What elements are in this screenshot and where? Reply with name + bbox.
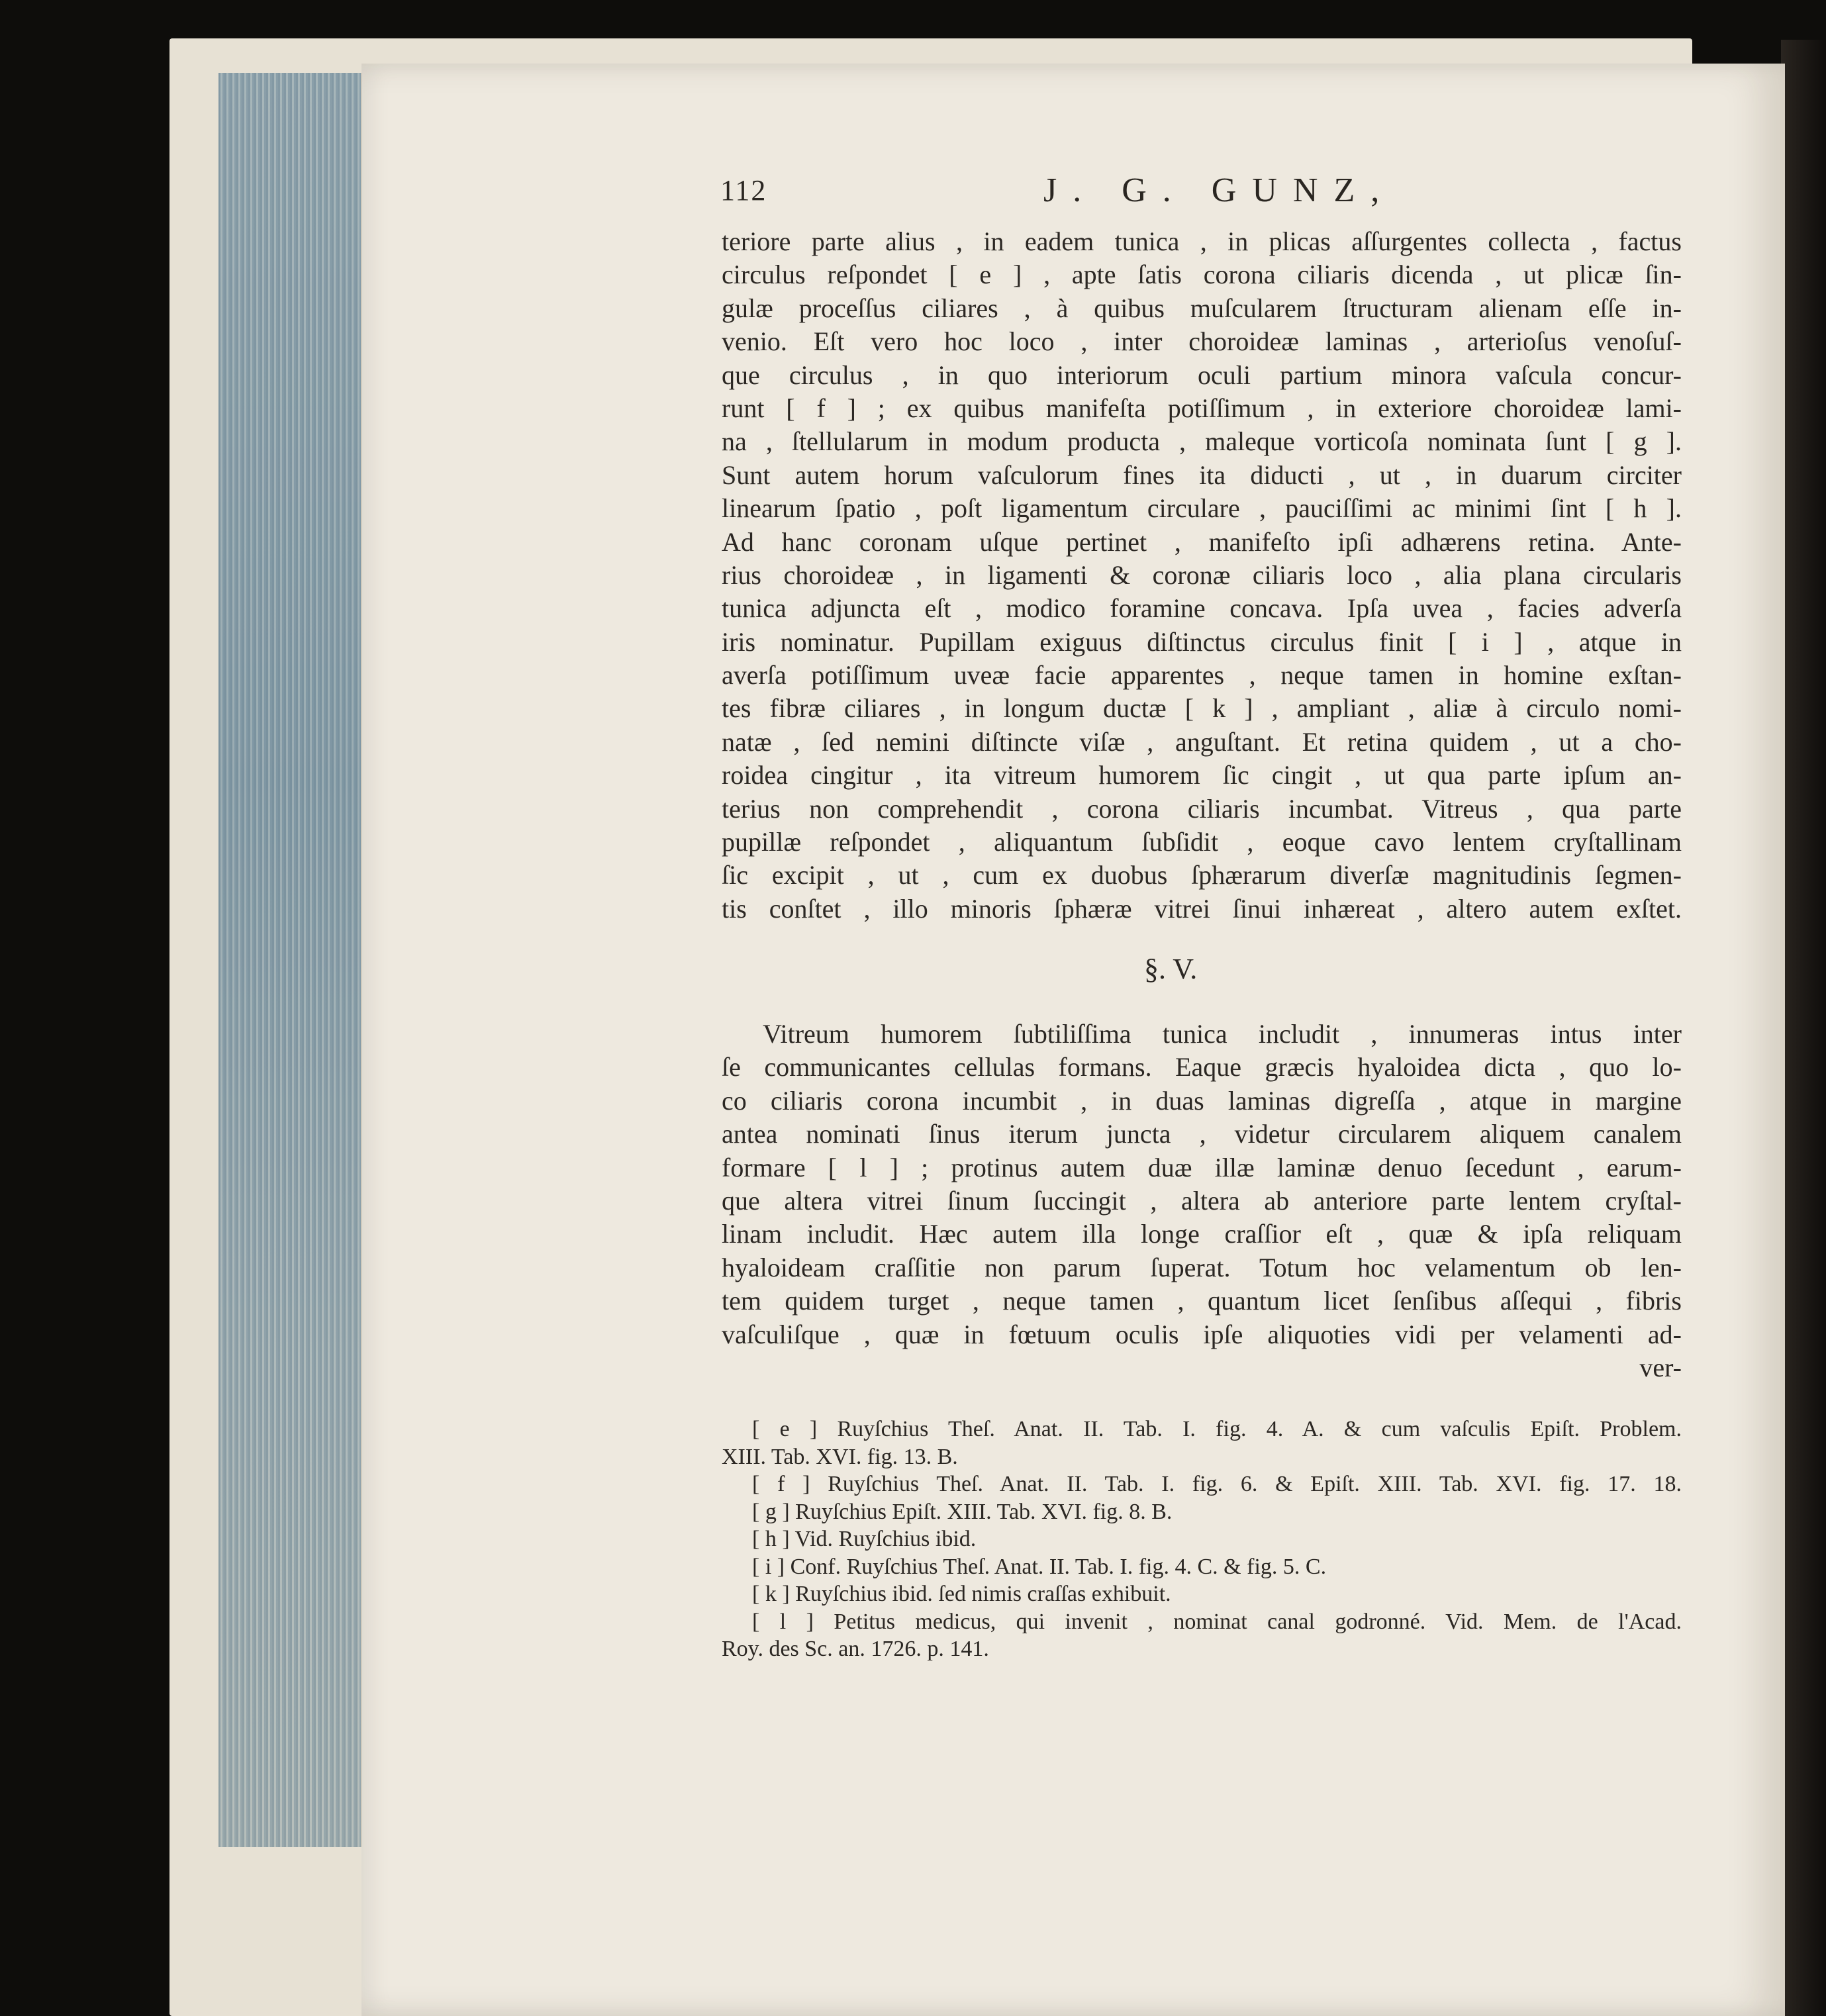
text-line: ſic excipit , ut , cum ex duobus ſphærarum diverſæ magnitudinis ſegmen- <box>722 860 1682 890</box>
text-line: hyaloideam craſſitie non parum ſuperat. Totum hoc velamentum ob len- <box>722 1252 1682 1282</box>
text-line: terius non comprehendit , corona ciliaris incumbat. Vitreus , qua parte <box>722 793 1682 824</box>
text-line: gulæ proceſſus ciliares , à quibus muſcularem ſtructuram alienam eſſe in- <box>722 293 1682 323</box>
page-number: 112 <box>720 174 767 207</box>
footnote-line: Roy. des Sc. an. 1726. p. 141. <box>722 1637 989 1661</box>
text-line: antea nominati ſinus iterum juncta , videtur circularem aliquem canalem <box>722 1119 1682 1149</box>
section-heading: §. V. <box>1144 953 1198 985</box>
text-line: na , ſtellularum in modum producta , maleque vorticoſa nominata ſunt [ g ]. <box>722 426 1682 457</box>
binding-shadow <box>1781 40 1826 2016</box>
text-line: pupillæ reſpondet , aliquantum ſubſidit , eoque cavo lentem cryſtallinam <box>722 827 1682 857</box>
footnotes <box>722 1416 1682 1663</box>
catchword: ver- <box>1639 1352 1682 1382</box>
text-line: linam includit. Hæc autem illa longe craſſior eſt , quæ & ipſa reliquam <box>722 1219 1682 1249</box>
paragraph-2 <box>722 1018 1682 1384</box>
footnote-line: [ f ] Ruyſchius Theſ. Anat. II. Tab. I. fig. 6. & Epiſt. XIII. Tab. XVI. fig. 17. 18. <box>752 1472 1682 1496</box>
footnote-line: [ e ] Ruyſchius Theſ. Anat. II. Tab. I. fig. 4. A. & cum vaſculis Epiſt. Problem. <box>752 1417 1682 1441</box>
text-line: que circulus , in quo interiorum oculi partium minora vaſcula concur- <box>722 360 1682 390</box>
text-line: tunica adjuncta eſt , modico foramine concava. Ipſa uvea , facies adverſa <box>722 593 1682 624</box>
text-line: linearum ſpatio , poſt ligamentum circulare , pauciſſimi ac minimi ſint [ h ]. <box>722 493 1682 524</box>
text-line: venio. Eſt vero hoc loco , inter choroideæ laminas , arterioſus venoſuſ- <box>722 326 1682 357</box>
text-line: iris nominatur. Pupillam exiguus diſtinctus circulus finit [ i ] , atque in <box>722 626 1682 657</box>
running-title: J. G. GUNZ, <box>1043 171 1396 209</box>
text-line: Sunt autem horum vaſculorum fines ita diducti , ut , in duarum circiter <box>722 459 1682 490</box>
text-line: tes fibræ ciliares , in longum ductæ [ k ] , ampliant , aliæ à circulo nomi- <box>722 693 1682 724</box>
footnote-line: [ i ] Conf. Ruyſchius Theſ. Anat. II. Tab. I. fig. 4. C. & fig. 5. C. <box>752 1554 1327 1579</box>
text-line: tem quidem turget , neque tamen , quantum licet ſenſibus aſſequi , fibris <box>722 1286 1682 1316</box>
footnote-line: [ h ] Vid. Ruyſchius ibid. <box>752 1527 977 1551</box>
text-line: circulus reſpondet [ e ] , apte ſatis corona ciliaris dicenda , ut plicæ ſin- <box>722 260 1682 290</box>
book-page-edges <box>218 73 363 1847</box>
footnote-line: XIII. Tab. XVI. fig. 13. B. <box>722 1444 958 1469</box>
footnote-line: [ g ] Ruyſchius Epiſt. XIII. Tab. XVI. fig. 8. B. <box>752 1499 1173 1524</box>
footnote-line: [ k ] Ruyſchius ibid. ſed nimis craſſas exhibuit. <box>752 1582 1171 1606</box>
text-line: natæ , ſed nemini diſtincte viſæ , anguſtant. Et retina quidem , ut a cho- <box>722 726 1682 757</box>
text-line: co ciliaris corona incumbit , in duas laminas digreſſa , atque in margine <box>722 1085 1682 1116</box>
text-line: vaſculiſque , quæ in fœtuum oculis ipſe aliquoties vidi per velamenti ad- <box>722 1319 1682 1349</box>
text-line: Vitreum humorem ſubtiliſſima tunica includit , innumeras intus inter <box>763 1019 1682 1049</box>
footnote-line: [ l ] Petitus medicus, qui invenit , nominat canal godronné. Vid. Mem. de l'Acad. <box>752 1609 1682 1634</box>
text-line: formare [ l ] ; protinus autem duæ illæ laminæ denuo ſecedunt , earum- <box>722 1152 1682 1182</box>
text-line: tis conſtet , illo minoris ſphæræ vitrei ſinui inhæreat , altero autem exſtet. <box>722 893 1682 924</box>
running-header <box>720 171 1826 217</box>
text-line: averſa potiſſimum uveæ facie apparentes , neque tamen in homine exſtan- <box>722 660 1682 691</box>
text-line: runt [ f ] ; ex quibus manifeſta potiſſimum , in exteriore choroideæ lami- <box>722 393 1682 423</box>
paragraph-1 <box>722 225 1682 926</box>
text-line: ſe communicantes cellulas formans. Eaque græcis hyaloidea dicta , quo lo- <box>722 1052 1682 1082</box>
text-line: rius choroideæ , in ligamenti & coronæ ciliaris loco , alia plana circularis <box>722 559 1682 590</box>
text-line: que altera vitrei ſinum ſuccingit , altera ab anteriore parte lentem cryſtal- <box>722 1185 1682 1216</box>
text-line: Ad hanc coronam uſque pertinet , manifeſto ipſi adhærens retina. Ante- <box>722 526 1682 557</box>
text-line: teriore parte alius , in eadem tunica , in plicas aſſurgentes collecta , factus <box>722 226 1682 256</box>
text-line: roidea cingitur , ita vitreum humorem ſic cingit , ut qua parte ipſum an- <box>722 760 1682 791</box>
